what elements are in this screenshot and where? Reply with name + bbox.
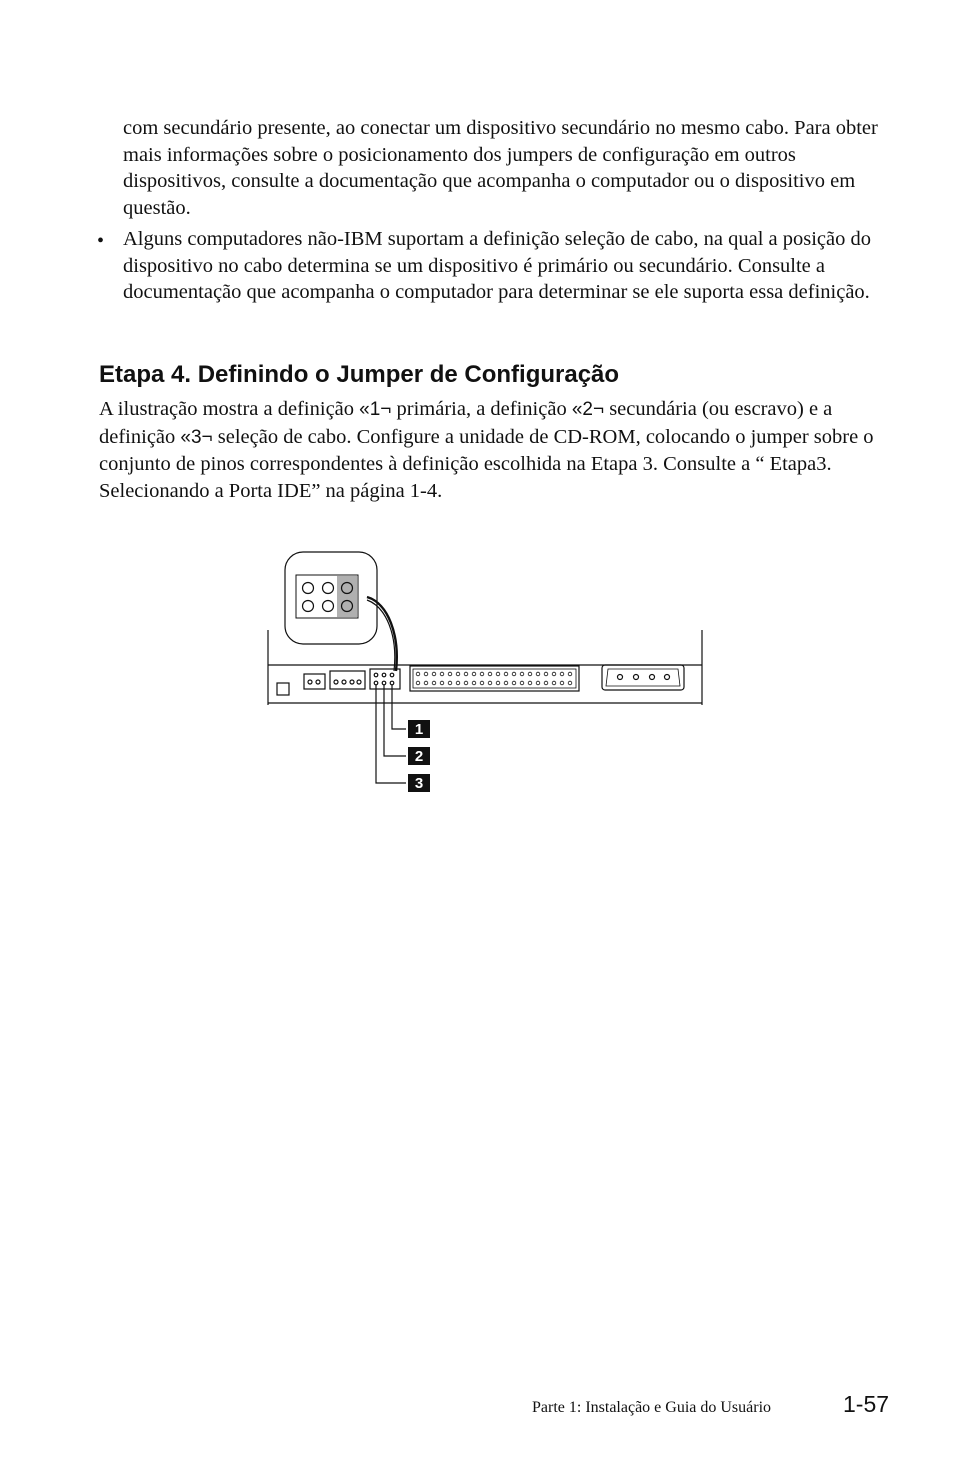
ide-pin bbox=[504, 672, 508, 676]
ide-pin bbox=[488, 672, 492, 676]
ide-pin bbox=[464, 672, 468, 676]
ide-pin bbox=[472, 672, 476, 676]
intro-text-2: primária, a definição bbox=[391, 398, 572, 420]
ide-pin bbox=[568, 672, 572, 676]
ide-pin bbox=[560, 672, 564, 676]
ide-pin bbox=[424, 681, 428, 685]
ide-pin bbox=[528, 672, 532, 676]
callout-1 bbox=[408, 720, 430, 738]
intro-text-3: secundária (ou escravo) e a definição bbox=[99, 398, 833, 448]
ide-pin bbox=[568, 681, 572, 685]
ide-pin bbox=[448, 672, 452, 676]
callout-2-label: 2 bbox=[414, 748, 424, 765]
ide-pin bbox=[544, 672, 548, 676]
callout-3 bbox=[408, 774, 430, 792]
callout-1-label: 1 bbox=[414, 721, 424, 738]
bullet-marker: • bbox=[97, 230, 105, 252]
reference-mark-2: «2¬ bbox=[571, 399, 605, 420]
intro-text-4: seleção de cabo. Configure a unidade de CD-ROM, colocando o jumper sobre o conjunto de pinos correspondentes à definição escolhida na Etapa 3. Consulte a “ Etapa3. Selecionando a Porta IDE” na página 1-4. bbox=[99, 425, 874, 503]
ide-pin bbox=[496, 672, 500, 676]
section-heading: Etapa 4. Definindo o Jumper de Configuração bbox=[99, 361, 620, 388]
ide-pin bbox=[504, 681, 508, 685]
ide-pin bbox=[536, 672, 540, 676]
ide-pin bbox=[464, 681, 468, 685]
page-number: 1-57 bbox=[843, 1391, 890, 1417]
ide-pin bbox=[456, 672, 460, 676]
jumper-inset-box bbox=[285, 552, 377, 644]
ide-pin bbox=[496, 681, 500, 685]
footer-text: Parte 1: Instalação e Guia do Usuário bbox=[532, 1399, 772, 1416]
ide-pin bbox=[424, 672, 428, 676]
ide-pin bbox=[480, 672, 484, 676]
ide-pin bbox=[440, 681, 444, 685]
ide-pin bbox=[552, 672, 556, 676]
digital-audio-connector bbox=[304, 674, 325, 689]
ide-pin bbox=[448, 681, 452, 685]
ide-pin bbox=[440, 672, 444, 676]
jumper-pin-block bbox=[370, 669, 400, 689]
ide-pin bbox=[416, 672, 420, 676]
reference-mark-3: «3¬ bbox=[180, 426, 213, 448]
intro-paragraph bbox=[99, 396, 879, 505]
ide-pin bbox=[512, 672, 516, 676]
ground-tab bbox=[277, 683, 289, 695]
ide-pin bbox=[560, 681, 564, 685]
ide-pin bbox=[432, 672, 436, 676]
ide-pin bbox=[480, 681, 484, 685]
ide-pin bbox=[536, 681, 540, 685]
ide-pin bbox=[512, 681, 516, 685]
reference-mark-1: «1¬ bbox=[359, 399, 392, 420]
ide-pin bbox=[472, 681, 476, 685]
ide-connector bbox=[410, 666, 579, 691]
bullet-paragraph: Alguns computadores não-IBM suportam a definição seleção de cabo, na qual a posição do dispositivo no cabo determina se um dispositivo é primário ou secundário. Consulte a documentação que acompanha o computador para determinar se ele suporta essa definição. bbox=[123, 228, 872, 304]
ide-pin bbox=[544, 681, 548, 685]
cd-rom-rear-panel-figure bbox=[260, 545, 710, 800]
ide-pin bbox=[528, 681, 532, 685]
ide-pin bbox=[520, 681, 524, 685]
ide-pin bbox=[456, 681, 460, 685]
ide-pin bbox=[416, 681, 420, 685]
ide-pin bbox=[488, 681, 492, 685]
continuation-paragraph: com secundário presente, ao conectar um dispositivo secundário no mesmo cabo. Para obter mais informações sobre o posicionamento dos jumpers de configuração em outros dispositivos, consulte a documentação que acompanha o computador ou o dispositivo em questão. bbox=[123, 117, 878, 220]
callout-2 bbox=[408, 747, 430, 765]
ide-pin bbox=[552, 681, 556, 685]
ide-pin bbox=[520, 672, 524, 676]
ide-pin bbox=[432, 681, 436, 685]
callout-3-label: 3 bbox=[414, 775, 424, 792]
intro-text-1: A ilustração mostra a definição bbox=[99, 398, 360, 420]
